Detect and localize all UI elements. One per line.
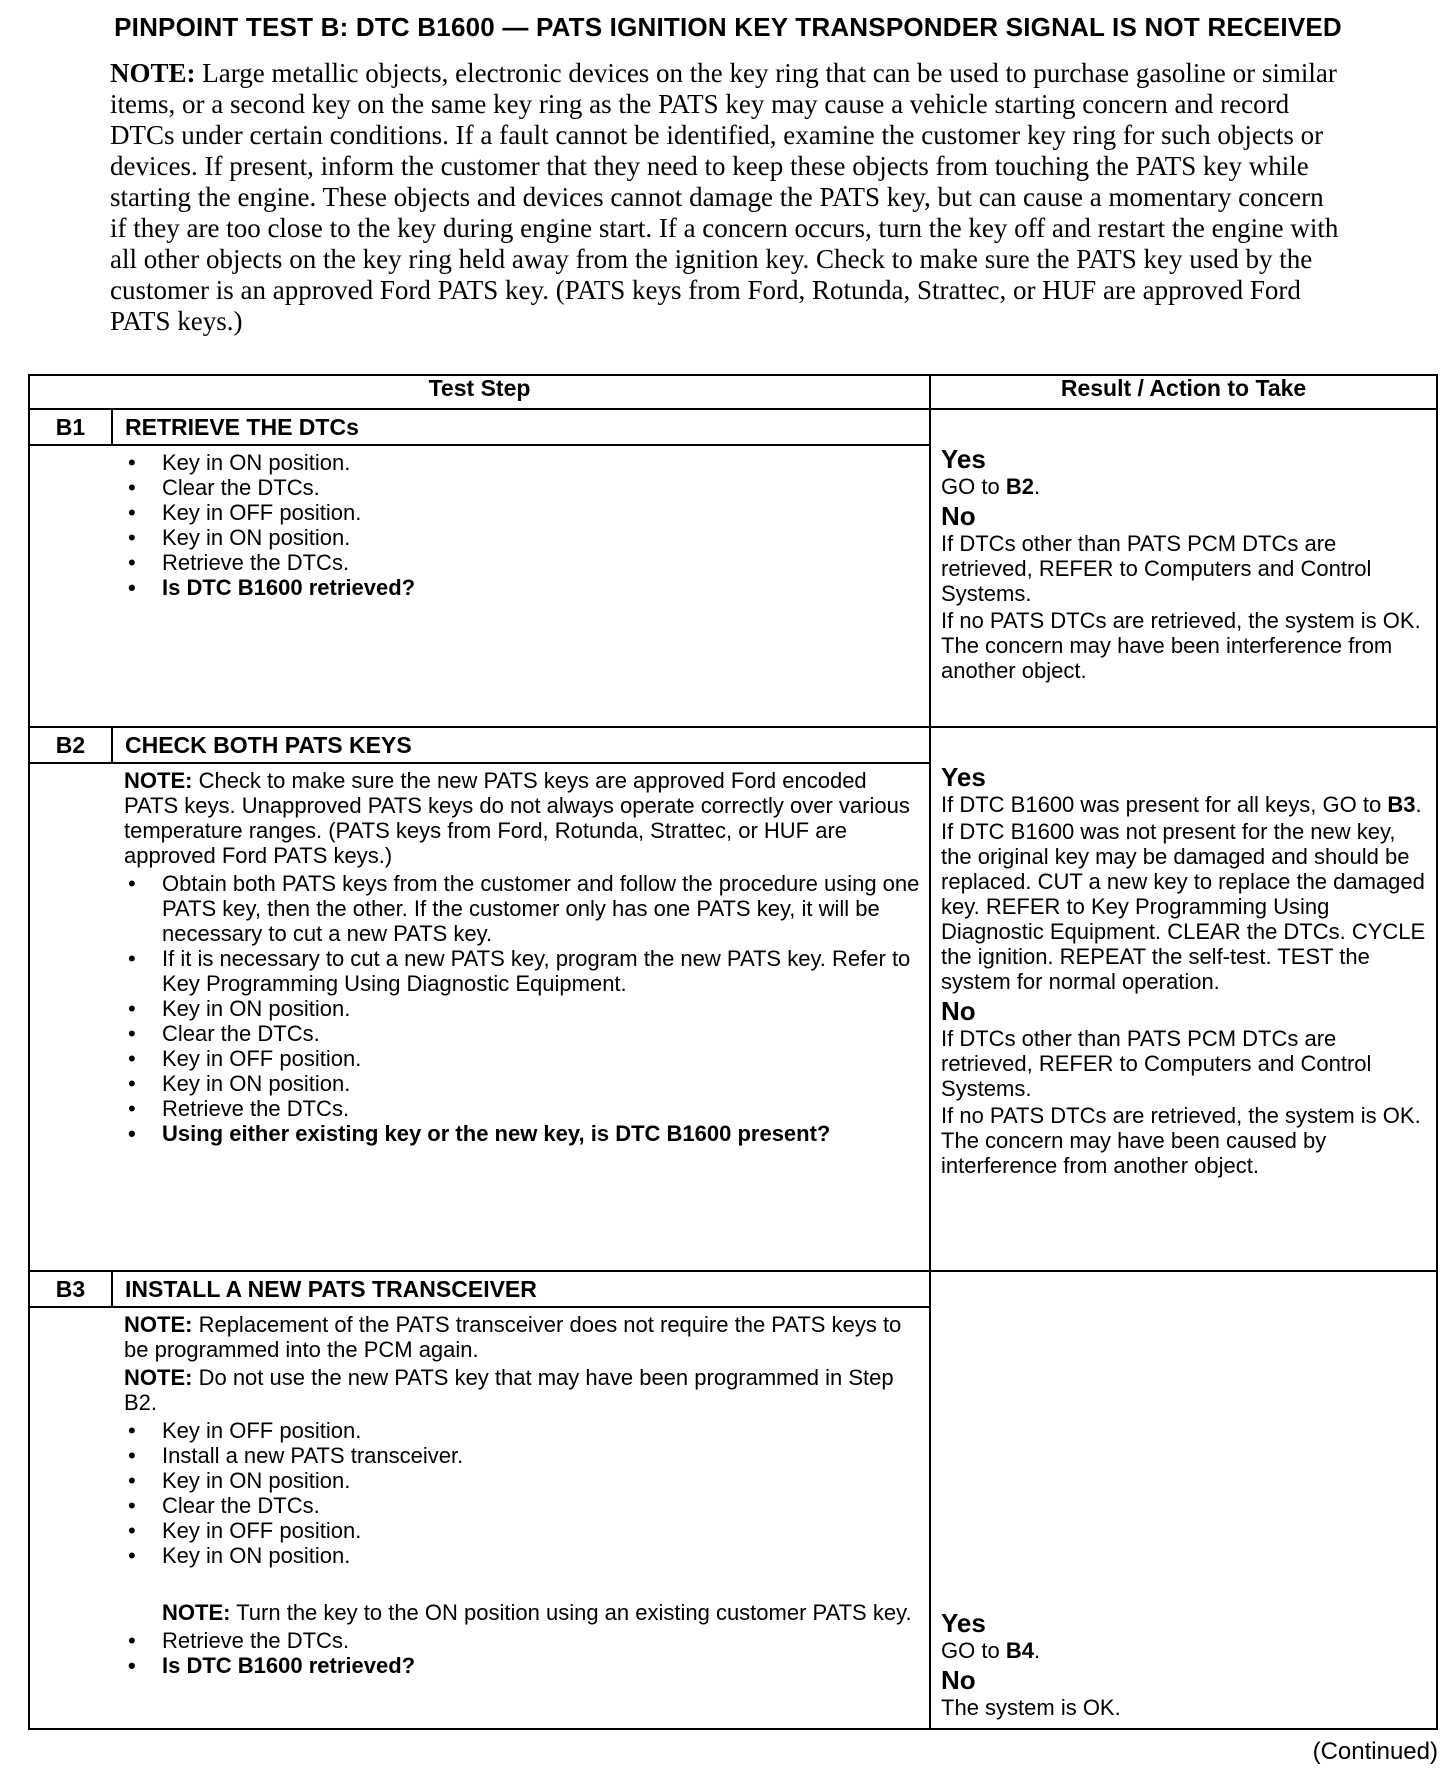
list-item: • Key in OFF position. xyxy=(124,1046,921,1071)
step-b3-note-1: NOTE: Replacement of the PATS transceiver does not require the PATS keys to be programmed into the PCM again. xyxy=(124,1312,902,1362)
step-b1-bullets xyxy=(124,450,921,600)
step-b1-yes-goto: B2 xyxy=(1005,474,1034,499)
step-b1-yes-label: Yes xyxy=(941,444,986,474)
step-b3-spacer xyxy=(29,1307,112,1729)
table-header-row xyxy=(29,375,1437,409)
step-b3-body xyxy=(112,1307,930,1729)
step-b1-yes-text: GO to B2. xyxy=(941,474,1041,499)
step-b2-no-label: No xyxy=(941,996,976,1026)
step-b1-id: B1 xyxy=(29,409,112,445)
step-b3-question: • Is DTC B1600 retrieved? xyxy=(124,1653,921,1678)
step-b2-note: NOTE: Check to make sure the new PATS keys are approved Ford encoded PATS keys. Unapproved PATS keys do not always operate correctly over various temperature ranges. (PATS keys from Ford, Rotunda, Strattec, or HUF are approved Ford PATS keys.) xyxy=(124,768,910,868)
list-item: • Retrieve the DTCs. xyxy=(124,550,921,575)
step-b3-bullets-2 xyxy=(124,1628,921,1678)
step-b3-no-text: The system is OK. xyxy=(941,1695,1121,1720)
list-item: • Key in ON position. xyxy=(124,996,921,1021)
col-header-result: Result / Action to Take xyxy=(930,375,1437,409)
step-b1-title: RETRIEVE THE DTCs xyxy=(112,409,930,445)
intro-note-label: NOTE: xyxy=(110,58,196,88)
page-title: PINPOINT TEST B: DTC B1600 — PATS IGNITION KEY TRANSPONDER SIGNAL IS NOT RECEIVED xyxy=(114,12,1342,42)
step-b1-spacer xyxy=(29,445,112,727)
step-b1-title-row xyxy=(29,409,1437,445)
list-item: • Clear the DTCs. xyxy=(124,1493,921,1518)
list-item: • Retrieve the DTCs. xyxy=(124,1096,921,1121)
list-item: • Install a new PATS transceiver. xyxy=(124,1443,921,1468)
list-item: • Key in OFF position. xyxy=(124,500,921,525)
step-b1-body xyxy=(112,445,930,727)
step-b3-yes-text: GO to B4. xyxy=(941,1638,1041,1663)
list-item: • Key in OFF position. xyxy=(124,1518,921,1543)
step-b2-title-row xyxy=(29,727,1437,763)
step-b1-no-text-1: If DTCs other than PATS PCM DTCs are retrieved, REFER to Computers and Control Systems. xyxy=(941,531,1372,606)
pinpoint-table xyxy=(28,374,1438,1730)
step-b3-title: INSTALL A NEW PATS TRANSCEIVER xyxy=(112,1271,930,1307)
step-b2-title: CHECK BOTH PATS KEYS xyxy=(112,727,930,763)
step-b3-id: B3 xyxy=(29,1271,112,1307)
list-item: • Clear the DTCs. xyxy=(124,1021,921,1046)
intro-note xyxy=(110,58,1340,337)
step-b2-yes-text-1: If DTC B1600 was present for all keys, GO to B3. xyxy=(941,792,1422,817)
list-item: • Clear the DTCs. xyxy=(124,475,921,500)
step-b2-no-text-1: If DTCs other than PATS PCM DTCs are retrieved, REFER to Computers and Control Systems. xyxy=(941,1026,1372,1101)
step-b3-yes-goto: B4 xyxy=(1005,1638,1034,1663)
step-b1-no-text-2: If no PATS DTCs are retrieved, the system is OK. The concern may have been interference from another object. xyxy=(941,608,1421,683)
continued-label: (Continued) xyxy=(1312,1738,1438,1765)
step-b2-yes-goto: B3 xyxy=(1387,792,1416,817)
list-item: • Key in ON position. xyxy=(124,450,921,475)
step-b2-no-text-2: If no PATS DTCs are retrieved, the system is OK. The concern may have been caused by interference from another object. xyxy=(941,1103,1421,1178)
step-b2-bullets xyxy=(124,871,921,1146)
col-header-test-step: Test Step xyxy=(29,375,930,409)
list-item: • Key in ON position. xyxy=(124,1543,921,1568)
list-item: • Retrieve the DTCs. xyxy=(124,1628,921,1653)
step-b2-yes-text-2: If DTC B1600 was not present for the new key, the original key may be damaged and should be replaced. CUT a new key to replace the damaged key. REFER to Key Programming Using Diagnostic Equipment. CLEAR the DTCs. CYCLE the ignition. REPEAT the self-test. TEST the system for normal operation. xyxy=(941,819,1426,994)
step-b2-spacer xyxy=(29,763,112,1271)
step-b3-note-2: NOTE: Do not use the new PATS key that may have been programmed in Step B2. xyxy=(124,1365,894,1415)
step-b1-question: • Is DTC B1600 retrieved? xyxy=(124,575,921,600)
list-item: • Obtain both PATS keys from the customer and follow the procedure using one PATS key, then the other. If the customer only has one PATS key, it will be necessary to cut a new PATS key. xyxy=(124,871,921,946)
step-b3-yes-label: Yes xyxy=(941,1608,986,1638)
list-item: • Key in OFF position. xyxy=(124,1418,921,1443)
list-item: • Key in ON position. xyxy=(124,525,921,550)
step-b3-result xyxy=(930,1271,1437,1729)
list-item: • If it is necessary to cut a new PATS key, program the new PATS key. Refer to Key Programming Using Diagnostic Equipment. xyxy=(124,946,921,996)
step-b3-note-3: NOTE: Turn the key to the ON position using an existing customer PATS key. xyxy=(162,1600,912,1625)
list-item: • Key in ON position. xyxy=(124,1071,921,1096)
step-b3-no-label: No xyxy=(941,1665,976,1695)
step-b3-title-row xyxy=(29,1271,1437,1307)
step-b2-body xyxy=(112,763,930,1271)
intro-note-text: Large metallic objects, electronic devices on the key ring that can be used to purchase gasoline or similar items, or a second key on the same key ring as the PATS key may cause a vehicle starting concern and record DTCs under certain conditions. If a fault cannot be identified, examine the customer key ring for such objects or devices. If present, inform the customer that they need to keep these objects from touching the PATS key while starting the engine. These objects and devices cannot damage the PATS key, but can cause a momentary concern if they are too close to the key during engine start. If a concern occurs, turn the key off and restart the engine with all other objects on the key ring held away from the ignition key. Check to make sure the PATS key used by the customer is an approved Ford PATS key. (PATS keys from Ford, Rotunda, Strattec, or HUF are approved Ford PATS keys.) xyxy=(110,58,1339,336)
step-b1-result xyxy=(930,409,1437,727)
step-b2-question: • Using either existing key or the new key, is DTC B1600 present? xyxy=(124,1121,921,1146)
step-b2-id: B2 xyxy=(29,727,112,763)
step-b1-no-label: No xyxy=(941,501,976,531)
list-item: • Key in ON position. xyxy=(124,1468,921,1493)
step-b2-result xyxy=(930,727,1437,1271)
step-b3-bullets xyxy=(124,1418,921,1568)
step-b2-yes-label: Yes xyxy=(941,762,986,792)
